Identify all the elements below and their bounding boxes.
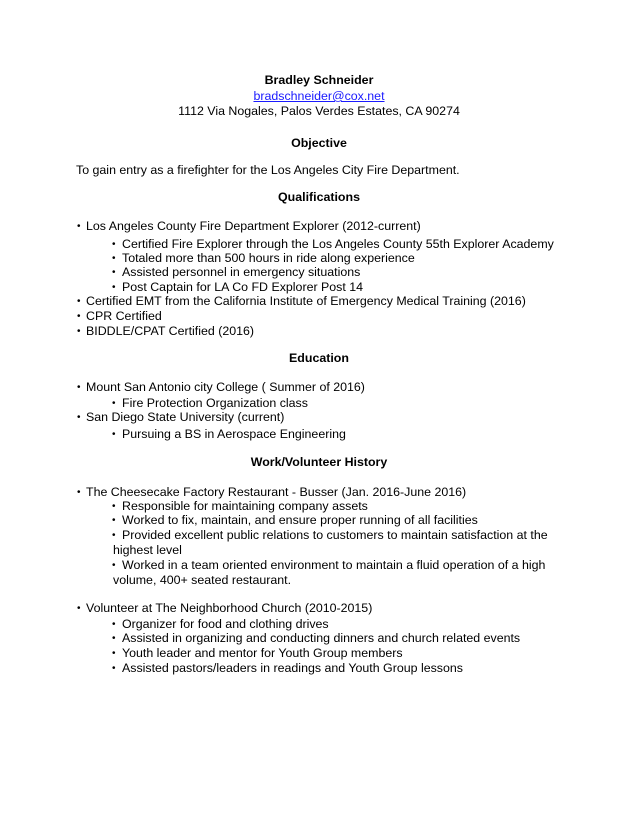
address: 1112 Via Nogales, Palos Verdes Estates, CA 90274 (178, 104, 460, 118)
bullet: • (77, 296, 81, 307)
bullet: • (77, 487, 81, 498)
bullet: • (112, 398, 116, 409)
bullet: • (112, 663, 116, 674)
list-item: Pursuing a BS in Aerospace Engineering (122, 427, 346, 441)
education-heading: Education (289, 351, 349, 365)
list-item: Los Angeles County Fire Department Explorer (2012-current) (86, 219, 421, 233)
bullet: • (77, 382, 81, 393)
list-item-continued: volume, 400+ seated restaurant. (113, 573, 292, 587)
bullet: • (112, 530, 116, 541)
list-item: Certified Fire Explorer through the Los Angeles County 55th Explorer Academy (122, 237, 554, 251)
list-item: Volunteer at The Neighborhood Church (2010-2015) (86, 601, 373, 615)
bullet: • (112, 253, 116, 264)
objective-text: To gain entry as a firefighter for the Los Angeles City Fire Department. (76, 163, 460, 177)
list-item-continued: highest level (113, 543, 182, 557)
work-heading: Work/Volunteer History (250, 455, 388, 469)
list-item: Totaled more than 500 hours in ride along experience (122, 251, 415, 265)
bullet: • (112, 560, 116, 571)
list-item: Worked in a team oriented environment to maintain a fluid operation of a high (122, 558, 546, 572)
bullet: • (112, 239, 116, 250)
bullet: • (77, 603, 81, 614)
bullet: • (112, 282, 116, 293)
bullet: • (77, 326, 81, 337)
bullet: • (112, 619, 116, 630)
bullet: • (112, 267, 116, 278)
list-item: San Diego State University (current) (86, 410, 285, 424)
list-item: CPR Certified (86, 309, 162, 323)
bullet: • (112, 633, 116, 644)
list-item: Mount San Antonio city College ( Summer of 2016) (86, 380, 365, 394)
bullet: • (112, 429, 116, 440)
list-item: Assisted pastors/leaders in readings and Youth Group lessons (122, 661, 463, 675)
list-item: Provided excellent public relations to customers to maintain satisfaction at the (122, 528, 548, 542)
list-item: Assisted personnel in emergency situations (122, 265, 361, 279)
list-item: Organizer for food and clothing drives (122, 617, 329, 631)
email-link[interactable]: bradschneider@cox.net (253, 89, 385, 103)
bullet: • (112, 648, 116, 659)
bullet: • (112, 501, 116, 512)
list-item: Assisted in organizing and conducting dinners and church related events (122, 631, 521, 645)
list-item: Youth leader and mentor for Youth Group members (122, 646, 403, 660)
list-item: Worked to fix, maintain, and ensure proper running of all facilities (122, 513, 478, 527)
qualifications-heading: Qualifications (278, 190, 360, 204)
bullet: • (112, 515, 116, 526)
objective-heading: Objective (291, 136, 347, 150)
bullet: • (77, 412, 81, 423)
email-line (0, 89, 638, 104)
bullet: • (77, 221, 81, 232)
list-item: Responsible for maintaining company assets (122, 499, 368, 513)
list-item: Fire Protection Organization class (122, 396, 308, 410)
list-item: Post Captain for LA Co FD Explorer Post 14 (122, 280, 364, 294)
candidate-name: Bradley Schneider (264, 73, 374, 87)
bullet: • (77, 311, 81, 322)
list-item: BIDDLE/CPAT Certified (2016) (86, 324, 255, 338)
list-item: The Cheesecake Factory Restaurant - Busser (Jan. 2016-June 2016) (86, 485, 467, 499)
list-item: Certified EMT from the California Institute of Emergency Medical Training (2016) (86, 294, 526, 308)
